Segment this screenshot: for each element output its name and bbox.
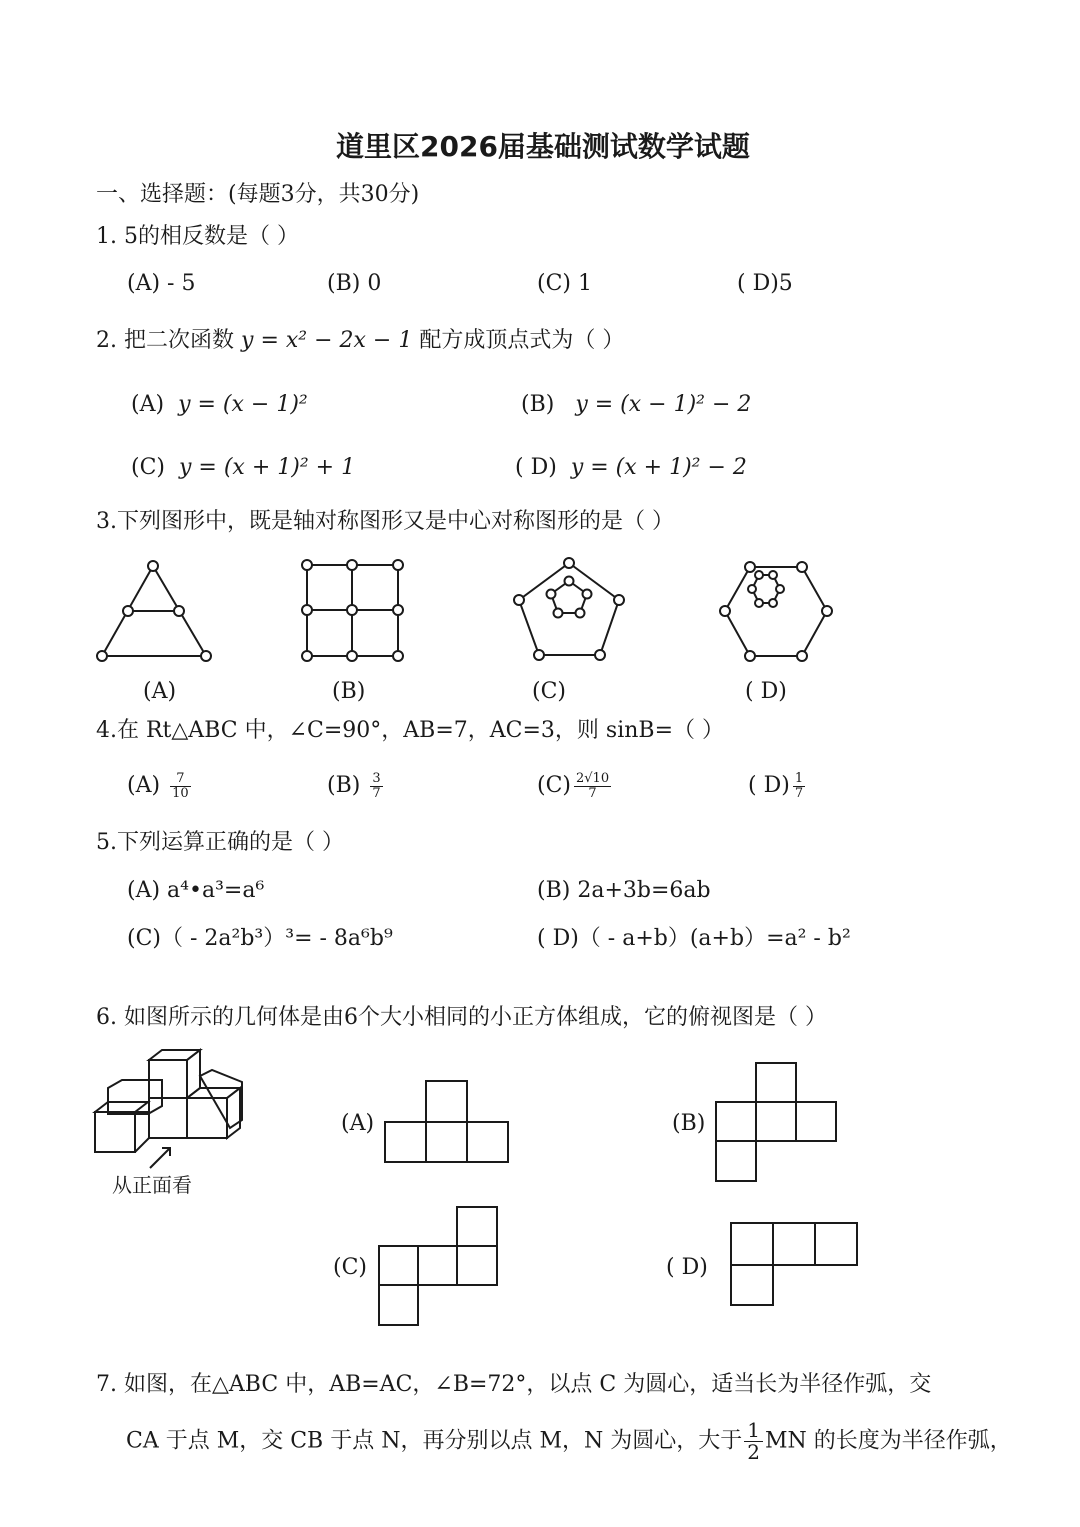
q2-option-b: (B) y = (x − 1)² − 2 <box>521 392 752 417</box>
q3-stem: 3.下列图形中，既是轴对称图形又是中心对称图形的是（ ） <box>96 509 674 534</box>
q5-option-a: (A) a⁴•a³=a⁶ <box>127 878 265 903</box>
q6-caption: 从正面看 <box>112 1173 192 1197</box>
q6-label-a: (A) <box>341 1111 375 1136</box>
section-heading: 一、选择题：(每题3分，共30分) <box>96 182 420 207</box>
q3-figure-d <box>717 559 837 669</box>
q6-label-c: (C) <box>333 1255 367 1280</box>
q6-option-a-view <box>383 1078 513 1168</box>
q6-option-b-view <box>714 1060 844 1185</box>
q2-number: 2. <box>96 328 117 353</box>
q2-option-d: ( D) y = (x + 1)² − 2 <box>515 455 747 480</box>
q5-option-d: ( D)（ - a+b）(a+b）=a² - b² <box>537 926 851 951</box>
q6-label-b: (B) <box>672 1111 706 1136</box>
page-title: 道里区2026届基础测试数学试题 <box>336 130 750 163</box>
q4-stem: 4.在 Rt△ABC 中，∠C=90°，AB=7，AC=3，则 sinB=（ ） <box>96 718 725 743</box>
q6-option-c-view <box>377 1204 507 1329</box>
q3-figure-c <box>509 557 629 667</box>
q3-label-b: (B) <box>332 679 366 704</box>
q5-option-c: (C)（ - 2a²b³）³= - 8a⁶b⁹ <box>127 926 393 951</box>
q3-label-c: (C) <box>532 679 566 704</box>
q1-option-d: ( D)5 <box>737 271 793 296</box>
q4-option-d: ( D) $\frac{1}{7}$ <box>748 771 804 801</box>
q4-option-a: (A) $\frac{7}{10}$ <box>127 771 189 801</box>
q2-option-a: (A) y = (x − 1)² <box>131 392 308 417</box>
q5-option-b: (B) 2a+3b=6ab <box>537 878 711 903</box>
q2-option-c: (C) y = (x + 1)² + 1 <box>131 455 356 480</box>
q7-line2: CA 于点 M，交 CB 于点 N，再分别以点 M，N 为圆心，大于 $\frac{1}{2}$ MN 的长度为半径作弧， <box>126 1418 1012 1464</box>
q1-option-c: (C) 1 <box>537 271 592 296</box>
q1-option-a: (A) - 5 <box>127 271 196 296</box>
q3-figure-b <box>298 559 408 669</box>
q1-option-b: (B) 0 <box>327 271 382 296</box>
q7-line1: 7. 如图，在△ABC 中，AB=AC，∠B=72°，以点 C 为圆心，适当长为半径作弧，交 <box>96 1372 932 1397</box>
q6-solid-figure <box>92 1046 252 1166</box>
q3-label-d: ( D) <box>745 679 787 704</box>
q2-function: y = x² − 2x − 1 <box>241 328 413 353</box>
q3-label-a: (A) <box>143 679 177 704</box>
q1-stem: 1. 5的相反数是（ ） <box>96 224 299 249</box>
q6-stem: 6. 如图所示的几何体是由6个大小相同的小正方体组成，它的俯视图是（ ） <box>96 1005 827 1030</box>
q2-stem-pre: 把二次函数 <box>124 328 235 353</box>
q6-option-d-view <box>728 1220 863 1310</box>
q5-stem: 5.下列运算正确的是（ ） <box>96 830 344 855</box>
q4-option-c: (C) $\frac{2√10}{7}$ <box>537 771 610 801</box>
q4-option-b: (B) $\frac{3}{7}$ <box>327 771 381 801</box>
q2-stem <box>96 330 624 352</box>
q2-stem-post: 配方成顶点式为（ ） <box>419 328 625 353</box>
q6-label-d: ( D) <box>666 1255 708 1280</box>
q3-figure-a <box>95 560 215 670</box>
